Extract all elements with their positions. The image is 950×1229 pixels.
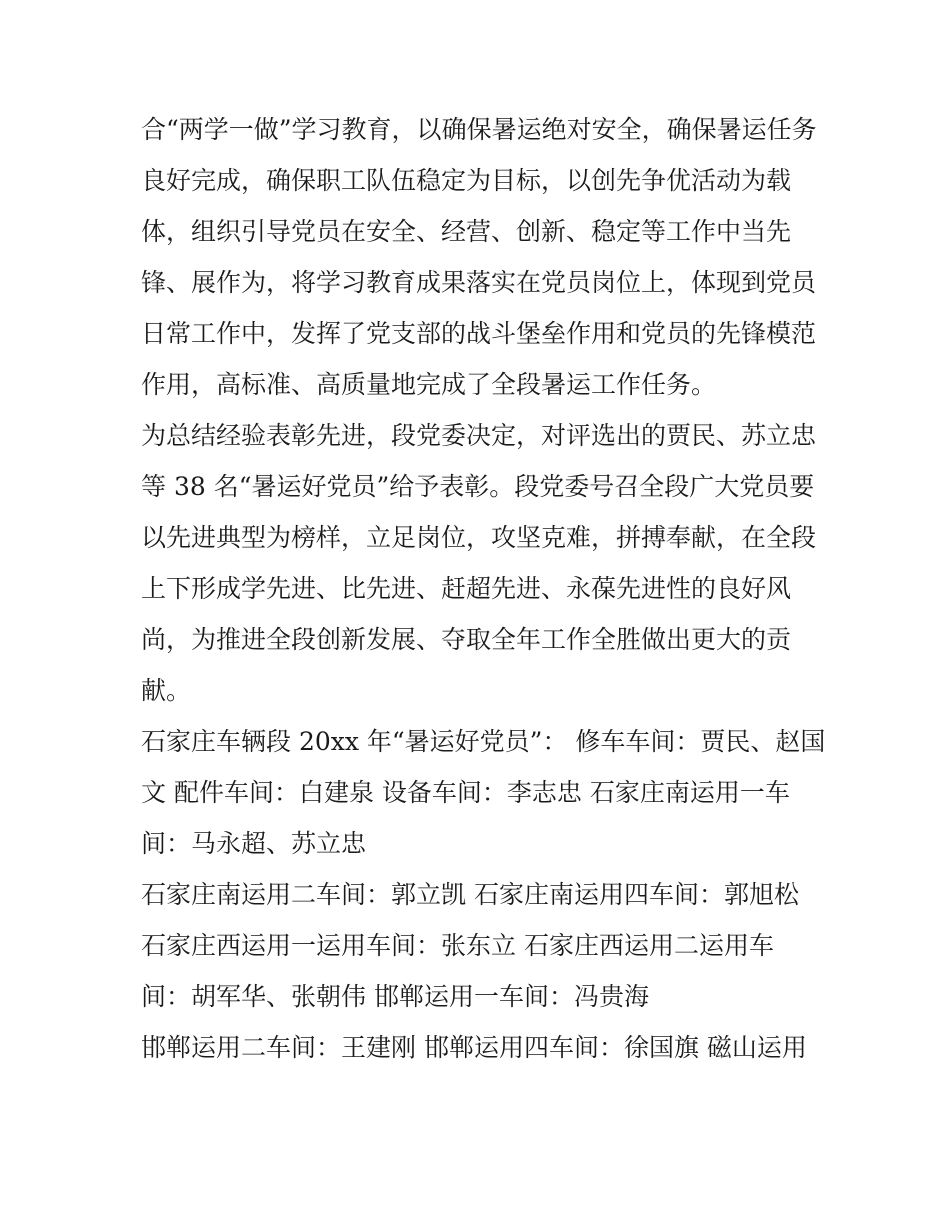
text-line-5: 日常工作中，发挥了党支部的战斗堡垒作用和党员的先锋模范 — [141, 319, 817, 348]
text-line-8: 等 38 名“暑运好党员”给予表彰。段党委号召全段广大党员要 — [141, 472, 815, 501]
text-line-14: 文 配件车间：白建泉 设备车间：李志忠 石家庄南运用一车 — [141, 778, 790, 807]
text-line-6: 作用，高标准、高质量地完成了全段暑运工作任务。 — [141, 370, 717, 399]
text-line-1: 合“两学一做”学习教育，以确保暑运绝对安全，确保暑运任务 — [141, 115, 817, 144]
text-line-18: 间：胡军华、张朝伟 邯郸运用一车间：冯贵海 — [141, 982, 649, 1011]
text-line-10: 上下形成学先进、比先进、赶超先进、永葆先进性的良好风 — [141, 574, 792, 603]
text-line-17: 石家庄西运用一运用车间：张东立 石家庄西运用二运用车 — [141, 931, 774, 960]
text-line-11: 尚，为推进全段创新发展、夺取全年工作全胜做出更大的贡 — [141, 625, 792, 654]
text-line-2: 良好完成，确保职工队伍稳定为目标，以创先争优活动为载 — [141, 166, 792, 195]
document-body — [141, 104, 826, 1073]
text-line-19: 邯郸运用二车间：王建刚 邯郸运用四车间：徐国旗 磁山运用 — [141, 1033, 807, 1062]
text-line-16: 石家庄南运用二车间：郭立凯 石家庄南运用四车间：郭旭松 — [141, 880, 799, 909]
text-line-13: 石家庄车辆段 20xx 年“暑运好党员”： 修车车间：贾民、赵国 — [141, 727, 826, 756]
text-line-3: 体，组织引导党员在安全、经营、创新、稳定等工作中当先 — [141, 217, 792, 246]
text-line-15: 间：马永超、苏立忠 — [141, 829, 367, 858]
text-line-12: 献。 — [141, 676, 192, 705]
text-line-9: 以先进典型为榜样，立足岗位，攻坚克难，拼搏奉献，在全段 — [141, 523, 817, 552]
text-line-7: 为总结经验表彰先进，段党委决定，对评选出的贾民、苏立忠 — [141, 421, 817, 450]
text-line-4: 锋、展作为，将学习教育成果落实在党员岗位上，体现到党员 — [141, 268, 817, 297]
